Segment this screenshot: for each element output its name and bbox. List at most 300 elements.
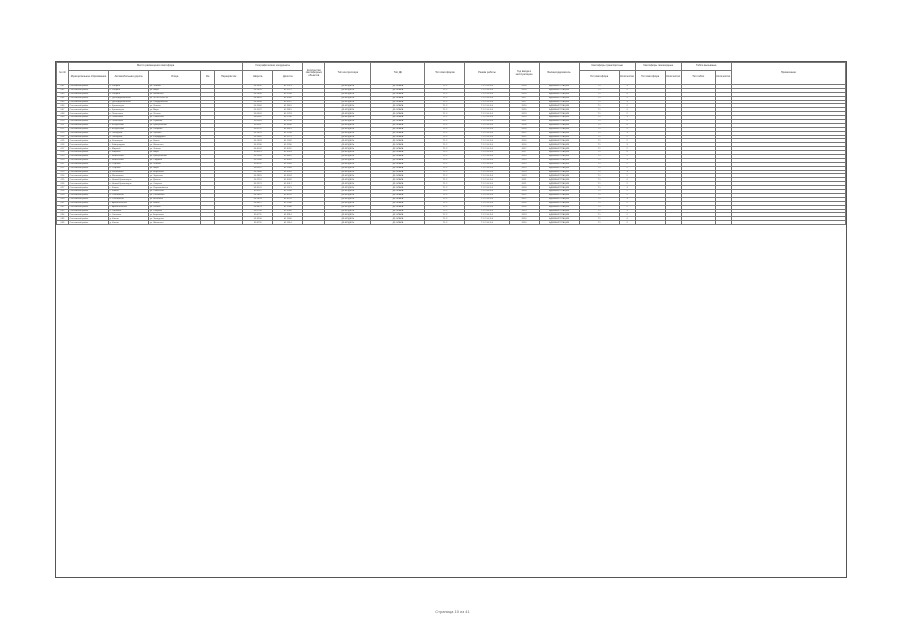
table-cell: Т.1 bbox=[579, 88, 619, 92]
table-cell: 4 bbox=[619, 123, 635, 127]
column-header: Количество bbox=[715, 71, 731, 85]
table-cell: Т.1.2.3.4.5.6 bbox=[465, 201, 509, 205]
table-cell: Т.1.2.3.4.5.6 bbox=[465, 193, 509, 197]
table-cell: Т.1 bbox=[579, 197, 619, 201]
table-cell: Сосновский район bbox=[69, 186, 109, 190]
table-cell: Т.1.2.3.4.5.6 bbox=[465, 190, 509, 194]
table-cell: 022 bbox=[57, 166, 69, 170]
table-cell: Т.1.2.3.4.5.6 bbox=[465, 143, 509, 147]
table-cell: 3 bbox=[619, 116, 635, 120]
table-cell: ДК-МОДЕЛЬ bbox=[325, 147, 371, 151]
table-cell: 55.3504 bbox=[243, 100, 273, 104]
table-cell: Т.1 bbox=[579, 158, 619, 162]
table-cell: п. Есаульский bbox=[109, 123, 149, 127]
table-cell: ДК-МОДЕЛЬ bbox=[325, 85, 371, 89]
table-cell: Сосновский район bbox=[69, 205, 109, 209]
table-cell: ДК-ЭЛАРА bbox=[371, 178, 425, 182]
table-cell: АДМИНИСТРАЦИЯ bbox=[539, 92, 579, 96]
table-cell: ДК-ЭЛАРА bbox=[371, 143, 425, 147]
table-cell: 61.2030 bbox=[273, 201, 303, 205]
table-cell: 55.4423 bbox=[243, 205, 273, 209]
table-cell: ДК-ЭЛАРА bbox=[371, 221, 425, 225]
table-cell bbox=[665, 221, 681, 225]
table-cell: Т.1 bbox=[579, 162, 619, 166]
table-cell: 55.4113 bbox=[243, 151, 273, 155]
table-cell: Т.1 bbox=[579, 151, 619, 155]
table-cell: 2015 bbox=[509, 162, 539, 166]
table-cell: Т.1 bbox=[579, 166, 619, 170]
table-cell: 61.2227 bbox=[273, 88, 303, 92]
table-cell: ДК-МОДЕЛЬ bbox=[325, 201, 371, 205]
table-cell: ул. Речная bbox=[149, 205, 201, 209]
table-cell: 2020 bbox=[509, 104, 539, 108]
table-cell: 020 bbox=[57, 158, 69, 162]
table-cell: Т.1.2 bbox=[425, 221, 465, 225]
table-cell: п. Смолино bbox=[109, 209, 149, 213]
table-cell: ДК-ЭЛАРА bbox=[371, 162, 425, 166]
table-cell: 2017 bbox=[509, 151, 539, 155]
table-cell: ул. Ленина bbox=[149, 162, 201, 166]
table-cell: ДК-МОДЕЛЬ bbox=[325, 151, 371, 155]
table-cell: с. Ключи bbox=[109, 190, 149, 194]
table-cell: с. Архангельское bbox=[109, 205, 149, 209]
traffic-light-table bbox=[56, 62, 846, 225]
table-cell: Сосновский район bbox=[69, 139, 109, 143]
table-cell: ДК-ЭЛАРА bbox=[371, 147, 425, 151]
table-cell: 2016 bbox=[509, 201, 539, 205]
table-cell: 2015 bbox=[509, 166, 539, 170]
table-cell: 61.1763 bbox=[273, 112, 303, 116]
table-cell: 2020 bbox=[509, 217, 539, 221]
table-cell: ул. Заводская bbox=[149, 217, 201, 221]
table-cell: ул. Мира bbox=[149, 166, 201, 170]
spreadsheet-page bbox=[55, 61, 847, 578]
table-cell: 61.2815 bbox=[273, 108, 303, 112]
column-header: Тип табло bbox=[681, 71, 715, 85]
table-cell: ДК-ЭЛАРА bbox=[371, 193, 425, 197]
table-cell: ДК-ЭЛАРА bbox=[371, 170, 425, 174]
table-cell: 2017 bbox=[509, 100, 539, 104]
table-cell: ДК-ЭЛАРА bbox=[371, 166, 425, 170]
table-cell: 55.1432 bbox=[243, 85, 273, 89]
table-cell: АДМИНИСТРАЦИЯ bbox=[539, 104, 579, 108]
table-cell: Т.1.2 bbox=[425, 143, 465, 147]
table-cell: с. Кайгородово bbox=[109, 143, 149, 147]
table-cell bbox=[201, 221, 215, 225]
table-cell: Т.1.2.3.4.5.6 bbox=[465, 96, 509, 100]
table-cell: Т.1.2.3.4.5.6 bbox=[465, 104, 509, 108]
table-cell: д. Малиновка bbox=[109, 174, 149, 178]
table-cell: 2019 bbox=[509, 92, 539, 96]
column-header: Тип светофора bbox=[635, 71, 665, 85]
table-cell: Т.1.2.3.4.5.6 bbox=[465, 147, 509, 151]
table-cell: Сосновский район bbox=[69, 100, 109, 104]
table-cell: п. Рощино bbox=[109, 85, 149, 89]
table-cell: Т.1.2 bbox=[425, 190, 465, 194]
table-cell: ДК-МОДЕЛЬ bbox=[325, 88, 371, 92]
table-cell bbox=[681, 221, 715, 225]
table-cell: Т.1.2 bbox=[425, 170, 465, 174]
table-cell: Т.1.2.3.4.5.6 bbox=[465, 85, 509, 89]
table-cell: Т.1.2.3.4.5.6 bbox=[465, 92, 509, 96]
table-cell: ул. Садовая bbox=[149, 158, 201, 162]
table-cell: Т.1 bbox=[579, 170, 619, 174]
table-cell: ДК-МОДЕЛЬ bbox=[325, 221, 371, 225]
table-cell: Т.1 bbox=[579, 155, 619, 159]
table-cell: Т.1.2.3.4.5.6 bbox=[465, 182, 509, 186]
page-number: Страница 10 из 41 bbox=[435, 609, 470, 614]
table-cell: АДМИНИСТРАЦИЯ bbox=[539, 158, 579, 162]
table-cell: ул. Мира bbox=[149, 88, 201, 92]
table-cell: АДМИНИСТРАЦИЯ bbox=[539, 116, 579, 120]
table-cell: 2020 bbox=[509, 108, 539, 112]
table-cell: ДК-МОДЕЛЬ bbox=[325, 131, 371, 135]
table-cell: 55.4412 bbox=[243, 201, 273, 205]
group-header: Светофоры пешеходные bbox=[635, 63, 681, 71]
table-cell: 004 bbox=[57, 96, 69, 100]
table-cell: Т.1.2.3.4.5.6 bbox=[465, 174, 509, 178]
table-cell: ул. Озёрная bbox=[149, 209, 201, 213]
table-cell: Т.1 bbox=[579, 92, 619, 96]
table-cell: Т.1.2.3.4.5.6 bbox=[465, 217, 509, 221]
table-cell: 2 bbox=[619, 155, 635, 159]
table-cell: Т.1.2 bbox=[425, 131, 465, 135]
table-cell: Сосновский район bbox=[69, 104, 109, 108]
table-cell: 013 bbox=[57, 131, 69, 135]
table-cell: ДК-МОДЕЛЬ bbox=[325, 143, 371, 147]
table-cell: 55.1833 bbox=[243, 197, 273, 201]
table-cell: 2018 bbox=[509, 123, 539, 127]
table-cell: 2 bbox=[619, 201, 635, 205]
table-cell: Сосновский район bbox=[69, 147, 109, 151]
table-cell: АДМИНИСТРАЦИЯ bbox=[539, 193, 579, 197]
table-cell: 023 bbox=[57, 170, 69, 174]
table-cell: Сосновский район bbox=[69, 135, 109, 139]
table-cell: 61.3372 bbox=[273, 100, 303, 104]
table-cell: АДМИНИСТРАЦИЯ bbox=[539, 155, 579, 159]
table-cell: АДМИНИСТРАЦИЯ bbox=[539, 108, 579, 112]
group-header: Географические координаты bbox=[243, 63, 303, 71]
table-cell: Сосновский район bbox=[69, 170, 109, 174]
column-header: Балансодержатель bbox=[539, 63, 579, 85]
table-cell: Сосновский район bbox=[69, 174, 109, 178]
table-cell: 2020 bbox=[509, 158, 539, 162]
table-cell: Т.1.2 bbox=[425, 88, 465, 92]
table-cell: 2019 bbox=[509, 174, 539, 178]
table-cell: ул. Дачная bbox=[149, 178, 201, 182]
table-cell: 55.2221 bbox=[243, 182, 273, 186]
table-cell: Сосновский район bbox=[69, 127, 109, 131]
table-cell: Т.1 bbox=[579, 182, 619, 186]
table-cell: АДМИНИСТРАЦИЯ bbox=[539, 178, 579, 182]
table-cell: 61.4110 bbox=[273, 193, 303, 197]
table-cell: 55.3200 bbox=[243, 217, 273, 221]
table-cell: 2022 bbox=[509, 131, 539, 135]
table-cell: ул. Солнечная bbox=[149, 193, 201, 197]
group-header: Табло вызывные bbox=[681, 63, 731, 71]
table-cell: п. Западный bbox=[109, 135, 149, 139]
table-cell: Сосновский район bbox=[69, 108, 109, 112]
table-cell: п. Новый Кременкуль bbox=[109, 182, 149, 186]
table-cell: ДК-ЭЛАРА bbox=[371, 209, 425, 213]
table-cell: 015 bbox=[57, 139, 69, 143]
table-cell: п. Рощино bbox=[109, 88, 149, 92]
table-cell: Сосновский район bbox=[69, 190, 109, 194]
table-cell: 55.2880 bbox=[243, 170, 273, 174]
table-cell: 3 bbox=[619, 170, 635, 174]
table-cell: АДМИНИСТРАЦИЯ bbox=[539, 96, 579, 100]
table-cell: Т.1 bbox=[579, 139, 619, 143]
table-cell: 4 bbox=[619, 108, 635, 112]
table-cell: Т.1.2 bbox=[425, 158, 465, 162]
table-cell: 2022 bbox=[509, 135, 539, 139]
table-cell: ул. Советская bbox=[149, 190, 201, 194]
table-cell: АДМИНИСТРАЦИЯ bbox=[539, 213, 579, 217]
table-cell: 61.3011 bbox=[273, 147, 303, 151]
table-cell: Сосновский район bbox=[69, 166, 109, 170]
table-cell: 55.0311 bbox=[243, 162, 273, 166]
table-cell: АДМИНИСТРАЦИЯ bbox=[539, 166, 579, 170]
table-cell: 2 bbox=[619, 139, 635, 143]
table-cell: 61.1794 bbox=[273, 120, 303, 124]
table-cell: АДМИНИСТРАЦИЯ bbox=[539, 112, 579, 116]
table-cell: Сосновский район bbox=[69, 123, 109, 127]
table-cell: д. Ключи bbox=[109, 217, 149, 221]
table-cell: Т.1.2 bbox=[425, 104, 465, 108]
table-cell: Сосновский район bbox=[69, 88, 109, 92]
table-cell: Сосновский район bbox=[69, 213, 109, 217]
table-cell: ДК-ЭЛАРА bbox=[371, 201, 425, 205]
table-cell: с. Долгодеревенское bbox=[109, 100, 149, 104]
table-cell: Т.1.2 bbox=[425, 120, 465, 124]
table-cell: ДК-ЭЛАРА bbox=[371, 217, 425, 221]
table-cell: ДК-ЭЛАРА bbox=[371, 127, 425, 131]
table-cell: Т.1.2.3.4.5.6 bbox=[465, 131, 509, 135]
table-cell: Сосновский район bbox=[69, 197, 109, 201]
table-cell: АДМИНИСТРАЦИЯ bbox=[539, 209, 579, 213]
table-cell: 2019 bbox=[509, 116, 539, 120]
table-cell: ДК-МОДЕЛЬ bbox=[325, 96, 371, 100]
table-cell: Т.1.2.3.4.5.6 bbox=[465, 213, 509, 217]
table-cell: 008 bbox=[57, 112, 69, 116]
table-cell: 026 bbox=[57, 182, 69, 186]
column-header: Тип контроллера bbox=[325, 63, 371, 85]
table-cell: Сосновский район bbox=[69, 143, 109, 147]
table-cell: 61.3419 bbox=[273, 127, 303, 131]
table-cell: Сосновский район bbox=[69, 221, 109, 225]
table-cell: 009 bbox=[57, 116, 69, 120]
table-cell: Т.1.2.3.4.5.6 bbox=[465, 155, 509, 159]
column-header: Муниципальное образование bbox=[69, 71, 109, 85]
table-cell: Т.1 bbox=[579, 127, 619, 131]
table-cell: АДМИНИСТРАЦИЯ bbox=[539, 186, 579, 190]
table-cell: 61.3404 bbox=[273, 123, 303, 127]
table-cell: 61.2801 bbox=[273, 104, 303, 108]
table-cell: ДК-ЭЛАРА bbox=[371, 85, 425, 89]
table-cell: 2016 bbox=[509, 139, 539, 143]
table-cell: 030 bbox=[57, 197, 69, 201]
table-cell: ДК-МОДЕЛЬ bbox=[325, 209, 371, 213]
table-cell: 55.3101 bbox=[243, 186, 273, 190]
table-cell: Т.1.2 bbox=[425, 186, 465, 190]
table-cell: 61.2108 bbox=[273, 131, 303, 135]
table-cell: ул. Луговая bbox=[149, 131, 201, 135]
table-cell: 2018 bbox=[509, 85, 539, 89]
table-cell: 61.0897 bbox=[273, 155, 303, 159]
table-cell: ДК-МОДЕЛЬ bbox=[325, 170, 371, 174]
table-cell: Т.1 bbox=[579, 120, 619, 124]
table-cell: ДК-МОДЕЛЬ bbox=[325, 139, 371, 143]
table-cell: 55.0952 bbox=[243, 116, 273, 120]
table-cell: Т.1 bbox=[579, 104, 619, 108]
table-cell: Т.1.2.3.4.5.6 bbox=[465, 162, 509, 166]
table-cell: 017 bbox=[57, 147, 69, 151]
table-cell: АДМИНИСТРАЦИЯ bbox=[539, 201, 579, 205]
table-cell: 55.1450 bbox=[243, 92, 273, 96]
table-cell: Т.1.2 bbox=[425, 193, 465, 197]
table-cell: Т.1.2 bbox=[425, 85, 465, 89]
table-cell: ДК-МОДЕЛЬ bbox=[325, 174, 371, 178]
table-cell: 2 bbox=[619, 174, 635, 178]
table-cell: ДК-ЭЛАРА bbox=[371, 174, 425, 178]
table-cell: ул. Береговая bbox=[149, 170, 201, 174]
table-cell: ул. Ленина bbox=[149, 85, 201, 89]
table-cell: Т.1.2 bbox=[425, 162, 465, 166]
table-cell: 2022 bbox=[509, 197, 539, 201]
table-cell: Сосновский район bbox=[69, 217, 109, 221]
table-cell: п. Полетаево bbox=[109, 116, 149, 120]
table-cell: Сосновский район bbox=[69, 92, 109, 96]
table-cell: 033 bbox=[57, 209, 69, 213]
table-cell: Т.1.2.3.4.5.6 bbox=[465, 197, 509, 201]
table-cell: ДК-МОДЕЛЬ bbox=[325, 155, 371, 159]
table-cell: Сосновский район bbox=[69, 85, 109, 89]
table-cell: АДМИНИСТРАЦИЯ bbox=[539, 190, 579, 194]
table-cell: 014 bbox=[57, 135, 69, 139]
table-cell: АДМИНИСТРАЦИЯ bbox=[539, 170, 579, 174]
table-cell: Т.1 bbox=[579, 96, 619, 100]
table-cell: Т.1 bbox=[579, 213, 619, 217]
table-cell: 55.0322 bbox=[243, 166, 273, 170]
table-cell: 61.2554 bbox=[273, 162, 303, 166]
table-cell: с. Вознесенка bbox=[109, 158, 149, 162]
table-cell: Сосновский район bbox=[69, 131, 109, 135]
table-cell: 2 bbox=[619, 88, 635, 92]
table-cell: 2 bbox=[619, 147, 635, 151]
table-cell: 61.2121 bbox=[273, 135, 303, 139]
table-cell: п. Мирный bbox=[109, 147, 149, 151]
table-cell: ДК-МОДЕЛЬ bbox=[325, 178, 371, 182]
table-cell: ДК-МОДЕЛЬ bbox=[325, 112, 371, 116]
table-cell: ДК-МОДЕЛЬ bbox=[325, 158, 371, 162]
table-cell: Т.1.2 bbox=[425, 135, 465, 139]
table-cell: ДК-МОДЕЛЬ bbox=[325, 120, 371, 124]
table-cell: 3 bbox=[619, 186, 635, 190]
table-cell: 034 bbox=[57, 213, 69, 217]
table-cell: ДК-МОДЕЛЬ bbox=[325, 92, 371, 96]
table-cell: ДК-ЭЛАРА bbox=[371, 151, 425, 155]
table-cell: 028 bbox=[57, 190, 69, 194]
table-cell: Сосновский район bbox=[69, 116, 109, 120]
table-cell: ул. Советская bbox=[149, 116, 201, 120]
table-cell: ул. Школьная bbox=[149, 143, 201, 147]
table-cell: Т.1 bbox=[579, 112, 619, 116]
column-header: Широта bbox=[243, 71, 273, 85]
table-cell: 2 bbox=[619, 112, 635, 116]
table-cell: Т.1 bbox=[579, 116, 619, 120]
table-cell: ДК-ЭЛАРА bbox=[371, 112, 425, 116]
table-cell: Т.1.2 bbox=[425, 92, 465, 96]
table-cell: 2017 bbox=[509, 147, 539, 151]
table-cell: Сосновский район bbox=[69, 155, 109, 159]
table-cell: Т.1.2 bbox=[425, 174, 465, 178]
table-cell: АДМИНИСТРАЦИЯ bbox=[539, 131, 579, 135]
table-cell: 031 bbox=[57, 201, 69, 205]
table-cell: 024 bbox=[57, 174, 69, 178]
table-cell: АДМИНИСТРАЦИЯ bbox=[539, 162, 579, 166]
table-cell: ДК-ЭЛАРА bbox=[371, 123, 425, 127]
table-cell: 2 bbox=[619, 166, 635, 170]
table-cell: 021 bbox=[57, 162, 69, 166]
table-cell: п. Полетаево bbox=[109, 120, 149, 124]
table-cell: ДК-МОДЕЛЬ bbox=[325, 166, 371, 170]
table-cell: Сосновский район bbox=[69, 96, 109, 100]
table-cell: Т.1.2 bbox=[425, 205, 465, 209]
table-cell: ДК-ЭЛАРА bbox=[371, 88, 425, 92]
table-cell: с. Ключи bbox=[109, 186, 149, 190]
table-cell: 61.2256 bbox=[273, 143, 303, 147]
column-header: Режим работы bbox=[465, 63, 509, 85]
table-cell: АДМИНИСТРАЦИЯ bbox=[539, 143, 579, 147]
table-cell: Т.1.2.3.4.5.6 bbox=[465, 170, 509, 174]
table-cell: ДК-ЭЛАРА bbox=[371, 186, 425, 190]
table-cell: 006 bbox=[57, 104, 69, 108]
table-cell: 55.2210 bbox=[243, 178, 273, 182]
table-cell: 2 bbox=[619, 182, 635, 186]
table-cell: ДК-ЭЛАРА bbox=[371, 135, 425, 139]
column-header: Тип светофора bbox=[579, 71, 619, 85]
table-cell: 2018 bbox=[509, 186, 539, 190]
table-cell: Т.1.2.3.4.5.6 bbox=[465, 127, 509, 131]
table-cell: д. Малиновка bbox=[109, 170, 149, 174]
table-cell: Т.1.2.3.4.5.6 bbox=[465, 88, 509, 92]
table-cell: ул. Новая bbox=[149, 139, 201, 143]
table-cell: ДК-ЭЛАРА bbox=[371, 139, 425, 143]
table-cell: АДМИНИСТРАЦИЯ bbox=[539, 100, 579, 104]
table-cell: 55.1651 bbox=[243, 131, 273, 135]
table-cell: ДК-ЭЛАРА bbox=[371, 104, 425, 108]
table-cell: ДК-ЭЛАРА bbox=[371, 92, 425, 96]
table-cell: ДК-ЭЛАРА bbox=[371, 213, 425, 217]
table-cell: п. Кременкуль bbox=[109, 104, 149, 108]
table-cell: 4 bbox=[619, 217, 635, 221]
table-cell: 61.3350 bbox=[273, 96, 303, 100]
table-cell: ДК-ЭЛАРА bbox=[371, 108, 425, 112]
table-cell: 036 bbox=[57, 221, 69, 225]
table-cell: 2022 bbox=[509, 193, 539, 197]
table-cell: 2020 bbox=[509, 155, 539, 159]
table-cell: 2 bbox=[619, 205, 635, 209]
table-cell: Сосновский район bbox=[69, 151, 109, 155]
table-cell: АДМИНИСТРАЦИЯ bbox=[539, 120, 579, 124]
table-cell: п. Солнечный bbox=[109, 193, 149, 197]
table-cell: Т.1.2 bbox=[425, 147, 465, 151]
table-cell: ДК-МОДЕЛЬ bbox=[325, 135, 371, 139]
table-cell bbox=[715, 221, 731, 225]
table-cell: Т.1.2.3.4.5.6 bbox=[465, 151, 509, 155]
table-cell: ДК-МОДЕЛЬ bbox=[325, 197, 371, 201]
table-cell: 2 bbox=[619, 193, 635, 197]
